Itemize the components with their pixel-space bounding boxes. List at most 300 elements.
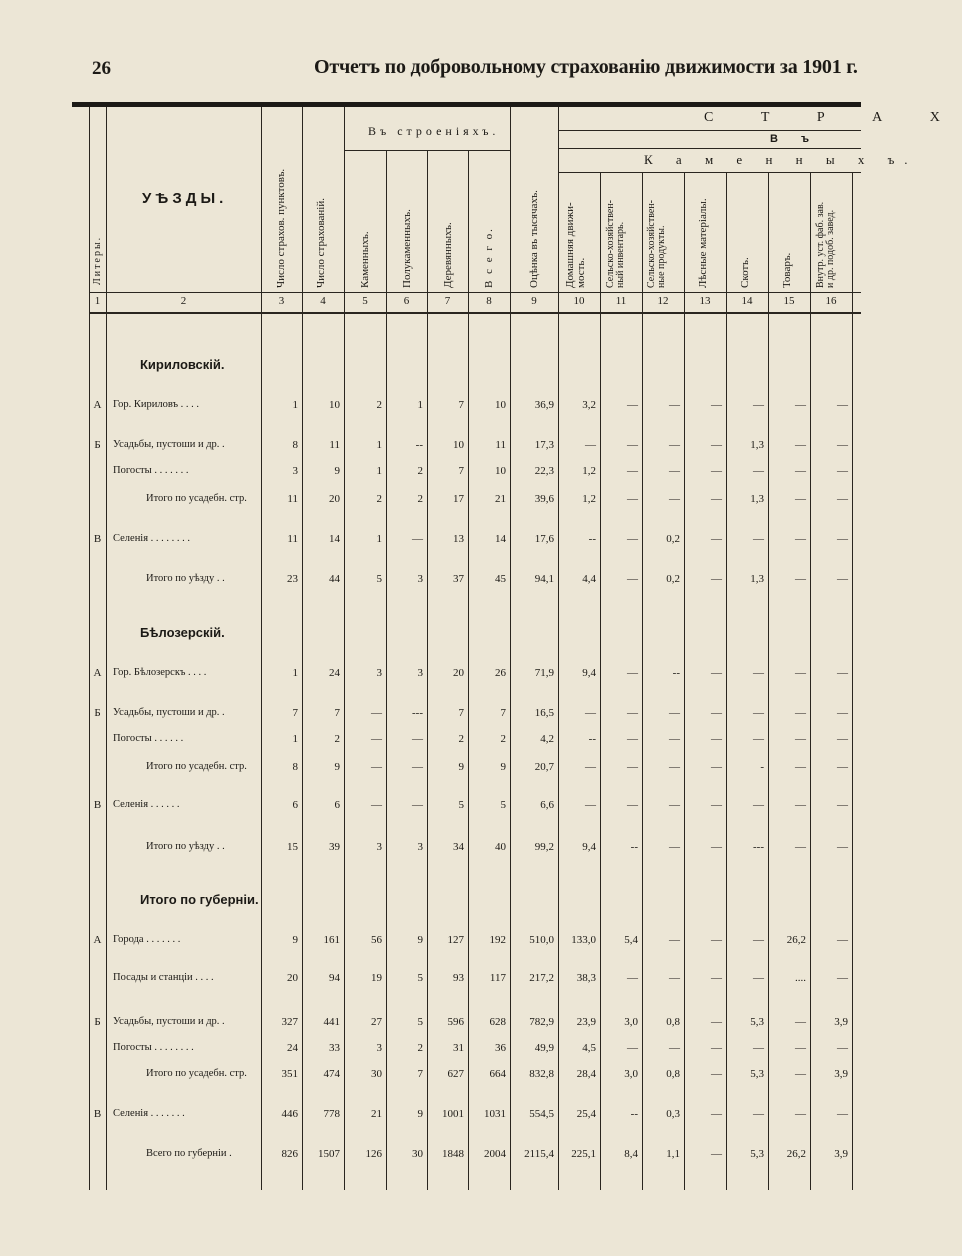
table-cell: 20 (329, 493, 340, 505)
table-cell: --- (412, 707, 423, 719)
table-cell: 56 (371, 934, 382, 946)
row-letter: Б (94, 1016, 101, 1028)
table-cell: 1507 (318, 1148, 340, 1160)
group-divider (558, 130, 861, 131)
table-cell: 25,4 (576, 1108, 596, 1120)
table-cell: -- (415, 439, 423, 451)
table-cell: 8,4 (624, 1148, 638, 1160)
row-label: Усадьбы, пустоши и др. . (113, 1016, 225, 1027)
table-cell: — (627, 533, 638, 545)
table-cell: 127 (447, 934, 464, 946)
table-cell: — (371, 707, 382, 719)
header-chislo-punktov: Число страхов. пунктовъ. (275, 168, 287, 288)
table-cell: 26,2 (786, 1148, 806, 1160)
table-cell: 6,6 (540, 799, 554, 811)
table-cell: 1,3 (750, 573, 764, 585)
table-cell: — (711, 573, 722, 585)
table-cell: 10 (495, 399, 506, 411)
table-cell: 1001 (442, 1108, 464, 1120)
table-cell: — (711, 1068, 722, 1080)
table-cell: 3,9 (834, 1016, 848, 1028)
table-cell: 1 (376, 465, 382, 477)
column-number: 7 (444, 295, 451, 307)
column-number: 3 (278, 295, 285, 307)
table-cell: 19 (371, 972, 382, 984)
column-number: 4 (320, 295, 326, 307)
table-cell: 9,4 (582, 667, 596, 679)
row-label: Всего по губерніи . (146, 1148, 232, 1159)
table-cell: — (837, 761, 848, 773)
table-cell: — (753, 465, 764, 477)
table-cell: — (795, 761, 806, 773)
table-cell: 554,5 (529, 1108, 554, 1120)
table-cell: 1 (376, 533, 382, 545)
table-cell: 21 (371, 1108, 382, 1120)
table-cell: — (627, 439, 638, 451)
table-cell: — (711, 841, 722, 853)
table-cell: — (753, 533, 764, 545)
table-cell: 44 (329, 573, 340, 585)
table-cell: 9 (417, 1108, 423, 1120)
table-cell: 3 (292, 465, 298, 477)
table-cell: 5 (500, 799, 506, 811)
table-cell: — (711, 799, 722, 811)
table-cell: — (412, 761, 423, 773)
row-label: Итого по уѣзду . . (146, 841, 225, 852)
table-cell: 7 (292, 707, 298, 719)
table-cell: — (627, 399, 638, 411)
column-number: 9 (531, 295, 537, 307)
table-cell: 9 (334, 761, 340, 773)
table-cell: 24 (329, 667, 340, 679)
table-cell: — (711, 399, 722, 411)
table-cell: 14 (495, 533, 506, 545)
page-number: 26 (92, 58, 111, 79)
table-cell: — (711, 493, 722, 505)
table-cell: 36 (495, 1042, 506, 1054)
table-cell: — (585, 799, 596, 811)
column-number: 6 (403, 295, 410, 307)
table-cell: 1,2 (582, 465, 596, 477)
table-cell: — (795, 493, 806, 505)
header-derevyannykh: Деревянныхъ. (442, 222, 454, 288)
table-cell: — (837, 667, 848, 679)
table-cell: 9,4 (582, 841, 596, 853)
row-letter: В (93, 799, 102, 811)
table-cell: 1 (292, 733, 298, 745)
row-label: Усадьбы, пустоши и др. . (113, 439, 225, 450)
header-lesnye: Лѣсные матеріалы. (697, 198, 709, 288)
table-cell: .... (795, 972, 806, 984)
table-cell: 40 (495, 841, 506, 853)
table-cell: 2 (376, 493, 382, 505)
row-label: Погосты . . . . . . (113, 733, 184, 744)
table-cell: 3 (376, 1042, 382, 1054)
table-cell: 39,6 (534, 493, 554, 505)
table-cell: 10 (453, 439, 464, 451)
row-label: Селенія . . . . . . . . (113, 533, 191, 544)
table-cell: — (711, 1042, 722, 1054)
table-cell: — (412, 533, 423, 545)
table-cell: — (837, 533, 848, 545)
table-cell: — (837, 399, 848, 411)
table-cell: 6 (292, 799, 298, 811)
table-cell: -- (672, 667, 680, 679)
table-cell: 6 (334, 799, 340, 811)
table-cell: 3 (376, 667, 382, 679)
table-cell: 474 (323, 1068, 340, 1080)
table-cell: — (669, 465, 680, 477)
header-skot: Скотъ. (739, 257, 751, 288)
table-cell: 5,3 (750, 1068, 764, 1080)
table-cell: 782,9 (529, 1016, 554, 1028)
table-cell: — (627, 972, 638, 984)
table-cell: — (795, 799, 806, 811)
table-cell: — (795, 1068, 806, 1080)
table-cell: 2 (417, 493, 423, 505)
table-cell: — (711, 707, 722, 719)
table-cell: 3,9 (834, 1068, 848, 1080)
table-cell: 133,0 (571, 934, 596, 946)
table-cell: 778 (323, 1108, 340, 1120)
header-tovar: Товаръ. (781, 252, 793, 288)
header-rule (89, 312, 861, 314)
table-cell: -- (588, 533, 596, 545)
table-cell: 37 (453, 573, 464, 585)
table-cell: 11 (287, 493, 298, 505)
group-divider (558, 148, 861, 149)
table-cell: — (753, 399, 764, 411)
row-label: Усадьбы, пустоши и др. . (113, 707, 225, 718)
table-cell: 7 (458, 465, 464, 477)
table-cell: — (669, 934, 680, 946)
table-cell: — (669, 493, 680, 505)
table-cell: 10 (495, 465, 506, 477)
table-cell: — (837, 1042, 848, 1054)
section-title: Итого по губерніи. (140, 892, 259, 907)
table-cell: 33 (329, 1042, 340, 1054)
table-cell: — (753, 733, 764, 745)
table-cell: — (627, 761, 638, 773)
table-cell: 5 (417, 972, 423, 984)
table-cell: — (711, 972, 722, 984)
table-cell: 5 (417, 1016, 423, 1028)
table-cell: 5,3 (750, 1016, 764, 1028)
table-cell: — (837, 1108, 848, 1120)
table-cell: 161 (323, 934, 340, 946)
table-cell: — (669, 439, 680, 451)
table-cell: 28,4 (576, 1068, 596, 1080)
table-cell: 5,3 (750, 1148, 764, 1160)
table-cell: 99,2 (534, 841, 554, 853)
table-cell: 351 (281, 1068, 298, 1080)
row-letter: Б (94, 707, 101, 719)
table-cell: 7 (458, 707, 464, 719)
column-number: 1 (94, 295, 101, 307)
table-cell: 3 (376, 841, 382, 853)
row-label: Итого по уѣзду . . (146, 573, 225, 584)
table-cell: 7 (334, 707, 340, 719)
table-cell: 71,9 (534, 667, 554, 679)
table-cell: — (627, 799, 638, 811)
table-cell: 20,7 (534, 761, 554, 773)
row-letter: В (93, 533, 102, 545)
table-cell: — (837, 733, 848, 745)
table-cell: 1 (292, 399, 298, 411)
table-cell: 10 (329, 399, 340, 411)
column-divider (852, 172, 853, 1190)
table-cell: 27 (371, 1016, 382, 1028)
table-cell: — (837, 439, 848, 451)
table-cell: 627 (447, 1068, 464, 1080)
column-number: 13 (699, 295, 711, 307)
table-cell: 4,5 (582, 1042, 596, 1054)
table-cell: 15 (287, 841, 298, 853)
table-cell: 596 (447, 1016, 464, 1028)
table-cell: 217,2 (529, 972, 554, 984)
table-cell: — (795, 465, 806, 477)
table-cell: 17,6 (534, 533, 554, 545)
table-cell: 39 (329, 841, 340, 853)
header-otsenka: Оцѣнка въ тысячахъ. (528, 190, 540, 288)
column-number: 16 (825, 295, 837, 307)
table-cell: 3,2 (582, 399, 596, 411)
table-cell: 1,3 (750, 493, 764, 505)
table-cell: — (669, 841, 680, 853)
column-number: 12 (657, 295, 669, 307)
table-cell: — (669, 1042, 680, 1054)
header-v: В ъ (770, 133, 820, 145)
table-cell: — (837, 934, 848, 946)
table-cell: — (371, 799, 382, 811)
column-number: 11 (615, 295, 627, 307)
table-cell: — (795, 733, 806, 745)
table-cell: 2 (376, 399, 382, 411)
table-cell: 1031 (484, 1108, 506, 1120)
row-label: Гор. Бѣлозерскъ . . . . (113, 667, 207, 678)
table-cell: — (795, 667, 806, 679)
header-vnutr: Внутр. уст. фаб. зав. и др. подоб. завед. (815, 201, 836, 288)
table-cell: -- (630, 841, 638, 853)
table-cell: 7 (500, 707, 506, 719)
table-cell: 17 (453, 493, 464, 505)
table-cell: — (585, 761, 596, 773)
table-cell: 1,2 (582, 493, 596, 505)
table-cell: — (711, 1016, 722, 1028)
header-v-stroeniyakh: Въ строеніяхъ. (368, 124, 500, 138)
table-cell: 117 (489, 972, 506, 984)
page-title: Отчетъ по добровольному страхованію движимости за 1901 г. (314, 56, 858, 78)
row-letter: А (93, 934, 102, 946)
table-cell: 20 (453, 667, 464, 679)
table-cell: — (669, 399, 680, 411)
table-cell: 16,5 (534, 707, 554, 719)
table-cell: 3 (417, 667, 423, 679)
table-cell: 0,2 (666, 533, 680, 545)
table-cell: 31 (453, 1042, 464, 1054)
row-label: Итого по усадебн. стр. (146, 493, 247, 504)
row-letter: Б (94, 439, 101, 451)
table-cell: 23 (287, 573, 298, 585)
table-cell: -- (630, 1108, 638, 1120)
table-cell: 1,3 (750, 439, 764, 451)
table-cell: 1,1 (666, 1148, 680, 1160)
table-cell: 7 (417, 1068, 423, 1080)
table-cell: 0,8 (666, 1068, 680, 1080)
table-cell: 24 (287, 1042, 298, 1054)
table-cell: — (627, 707, 638, 719)
table-cell: — (837, 707, 848, 719)
header-polukamennykh: Полукаменныхъ. (401, 209, 413, 288)
table-cell: 30 (371, 1068, 382, 1080)
header-domashnyaya: Домашняя движи- мость. (564, 202, 587, 288)
table-cell: 327 (281, 1016, 298, 1028)
table-cell: 9 (334, 465, 340, 477)
table-cell: 2115,4 (524, 1148, 554, 1160)
table-cell: 446 (281, 1108, 298, 1120)
table-cell: 225,1 (571, 1148, 596, 1160)
table-cell: — (753, 667, 764, 679)
table-cell: 30 (412, 1148, 423, 1160)
table-cell: — (711, 934, 722, 946)
table-cell: 1848 (442, 1148, 464, 1160)
table-cell: — (795, 1042, 806, 1054)
table-cell: 1 (417, 399, 423, 411)
table-cell: — (627, 573, 638, 585)
table-cell: 2 (458, 733, 464, 745)
top-rule (72, 102, 861, 107)
header-litery: Литеры. (92, 235, 103, 285)
table-cell: 5 (376, 573, 382, 585)
table-cell: — (753, 972, 764, 984)
table-cell: 20 (287, 972, 298, 984)
table-cell: 0,8 (666, 1016, 680, 1028)
row-letter: А (93, 667, 102, 679)
table-cell: — (837, 465, 848, 477)
table-cell: — (795, 707, 806, 719)
table-cell: — (669, 972, 680, 984)
table-cell: 1 (292, 667, 298, 679)
table-cell: — (795, 573, 806, 585)
column-number: 8 (486, 295, 492, 307)
table-cell: 26 (495, 667, 506, 679)
table-cell: 8 (292, 761, 298, 773)
table-cell: 9 (500, 761, 506, 773)
table-cell: 3,0 (624, 1068, 638, 1080)
table-cell: 0,2 (666, 573, 680, 585)
row-label: Итого по усадебн. стр. (146, 1068, 247, 1079)
column-number: 2 (180, 295, 187, 307)
table-cell: 9 (458, 761, 464, 773)
table-cell: 4,2 (540, 733, 554, 745)
table-cell: 17,3 (534, 439, 554, 451)
column-divider (106, 107, 107, 1190)
table-cell: — (669, 761, 680, 773)
table-cell: — (837, 573, 848, 585)
table-cell: — (795, 399, 806, 411)
column-divider (600, 172, 601, 1190)
table-cell: — (711, 465, 722, 477)
table-cell: 9 (292, 934, 298, 946)
row-label: Гор. Кириловъ . . . . (113, 399, 200, 410)
table-cell: — (669, 799, 680, 811)
table-cell: 5,4 (624, 934, 638, 946)
row-label: Погосты . . . . . . . . (113, 1042, 194, 1053)
header-kamennykh-group: К а м е н н ы х ъ. (644, 152, 918, 167)
table-cell: 93 (453, 972, 464, 984)
table-cell: — (627, 493, 638, 505)
table-cell: — (711, 761, 722, 773)
table-cell: 832,8 (529, 1068, 554, 1080)
column-divider (768, 172, 769, 1190)
table-cell: — (753, 1108, 764, 1120)
header-uezdy: УѢЗДЫ. (142, 190, 228, 207)
header-vsego: В с е г о. (483, 227, 495, 288)
table-cell: 3 (417, 841, 423, 853)
group-divider (344, 150, 510, 151)
table-cell: 628 (489, 1016, 506, 1028)
table-cell: 510,0 (529, 934, 554, 946)
table-cell: 21 (495, 493, 506, 505)
table-cell: 441 (323, 1016, 340, 1028)
row-letter: В (93, 1108, 102, 1120)
column-number: 15 (783, 295, 795, 307)
table-cell: — (371, 733, 382, 745)
table-cell: 38,3 (576, 972, 596, 984)
row-label: Посады и станціи . . . . (113, 972, 214, 983)
table-cell: 26,2 (786, 934, 806, 946)
column-number: 5 (362, 295, 368, 307)
table-cell: 45 (495, 573, 506, 585)
table-cell: — (837, 841, 848, 853)
section-title: Кириловскій. (140, 357, 225, 372)
column-divider (726, 172, 727, 1190)
table-cell: — (753, 1042, 764, 1054)
row-label: Итого по усадебн. стр. (146, 761, 247, 772)
table-cell: 23,9 (576, 1016, 596, 1028)
row-label: Города . . . . . . . (113, 934, 181, 945)
table-cell: — (795, 533, 806, 545)
table-cell: 34 (453, 841, 464, 853)
header-strakh: С Т Р А Х (704, 110, 962, 125)
table-cell: 2 (334, 733, 340, 745)
table-cell: 126 (365, 1148, 382, 1160)
table-cell: — (585, 439, 596, 451)
table-cell: — (711, 733, 722, 745)
table-cell: 94 (329, 972, 340, 984)
table-cell: 14 (329, 533, 340, 545)
table-cell: 826 (281, 1148, 298, 1160)
table-cell: — (753, 934, 764, 946)
table-cell: — (837, 493, 848, 505)
table-cell: 11 (287, 533, 298, 545)
table-cell: 3 (417, 573, 423, 585)
header-rule (89, 292, 861, 293)
header-kamennykh: Каменныхъ. (359, 231, 371, 288)
table-cell: — (711, 667, 722, 679)
table-cell: — (837, 972, 848, 984)
table-cell: 1 (376, 439, 382, 451)
table-cell: 664 (489, 1068, 506, 1080)
table-cell: 2 (417, 1042, 423, 1054)
table-cell: — (627, 465, 638, 477)
table-cell: 11 (495, 439, 506, 451)
row-label: Селенія . . . . . . (113, 799, 180, 810)
table-cell: 2 (417, 465, 423, 477)
table-cell: 94,1 (534, 573, 554, 585)
column-number: 10 (573, 295, 585, 307)
table-cell: 8 (292, 439, 298, 451)
